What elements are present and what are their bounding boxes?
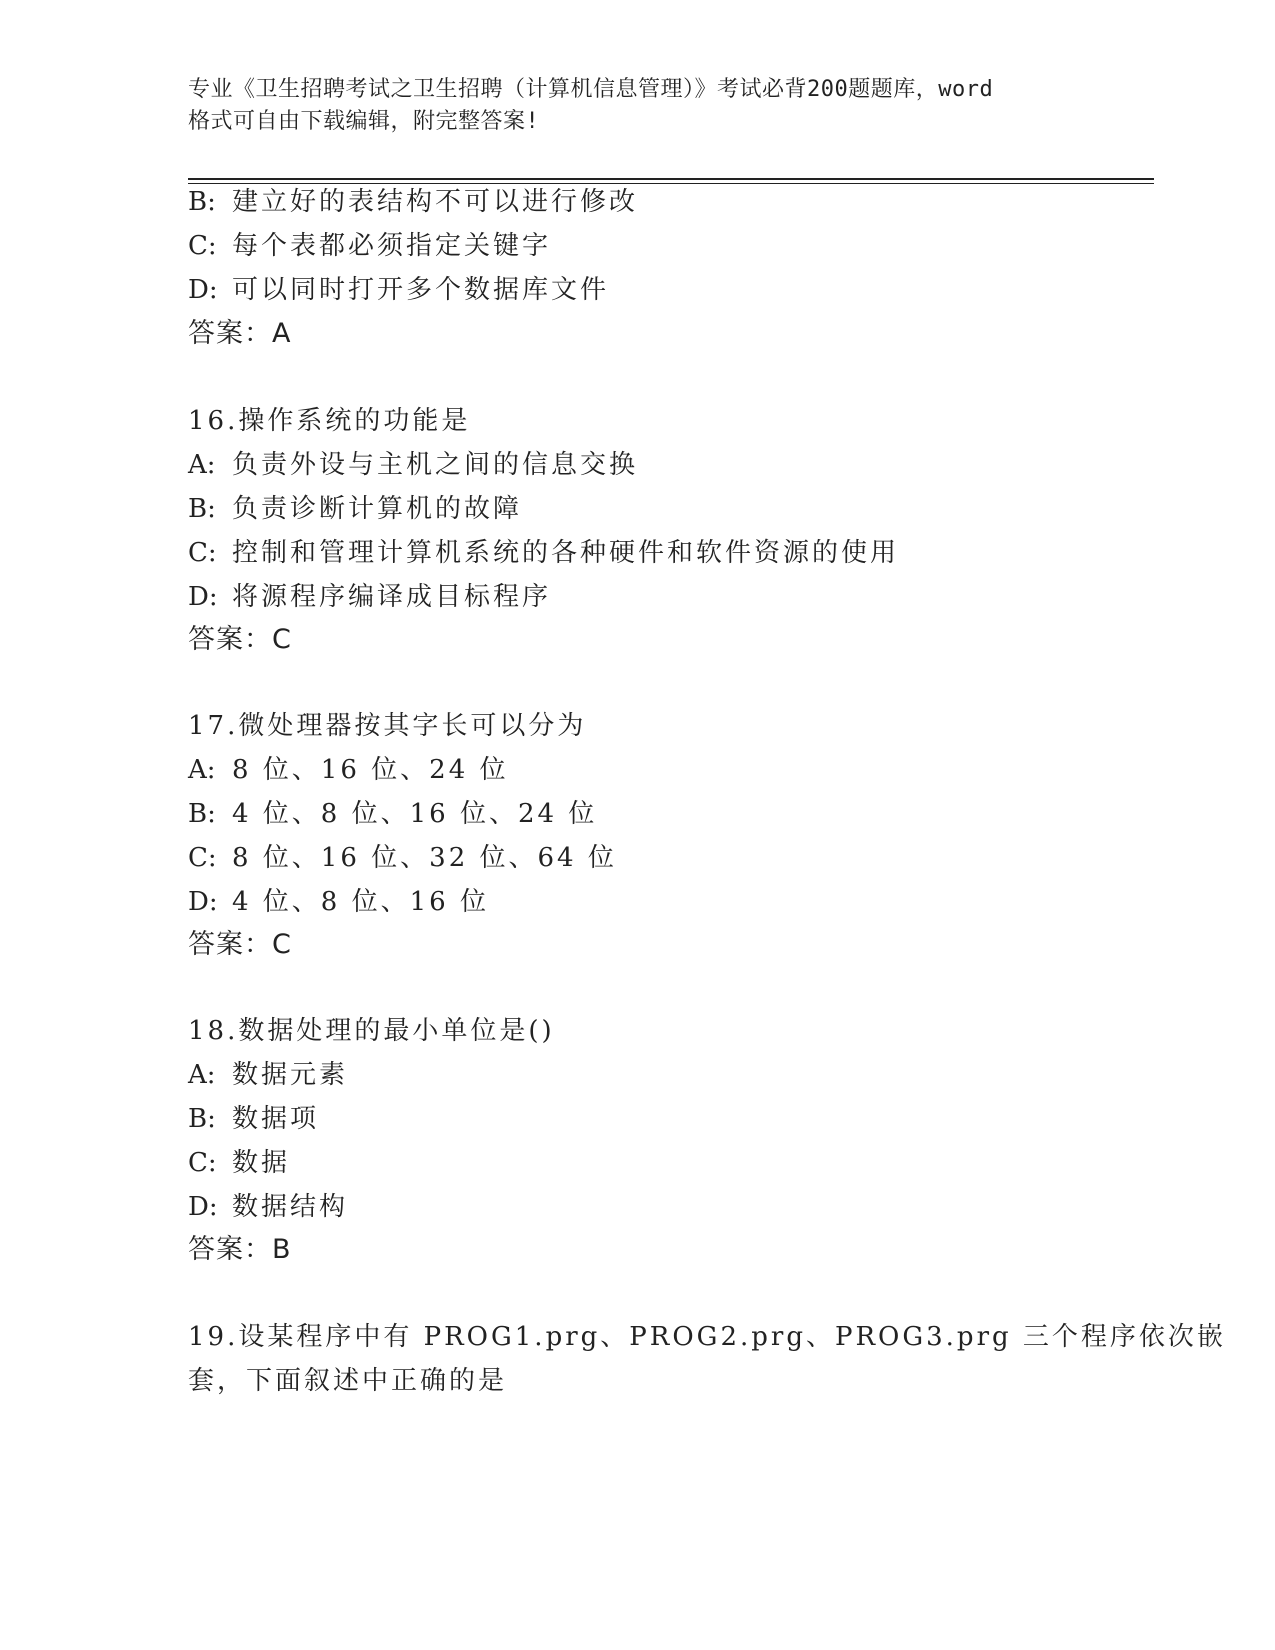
option-text: 负责外设与主机之间的信息交换: [232, 450, 639, 480]
q16-option-c: [188, 536, 899, 570]
q18-option-a: [188, 1058, 348, 1092]
option-label: A:: [188, 1060, 216, 1090]
q17-option-a: [188, 753, 509, 787]
option-text: 4 位、8 位、16 位、24 位: [232, 799, 598, 829]
prev-answer: 答案：A: [188, 318, 292, 349]
header-divider-thick: [188, 178, 1154, 180]
q18-option-d: [188, 1190, 348, 1224]
q18-stem: 18.数据处理的最小单位是(): [188, 1016, 555, 1046]
option-text: 数据项: [232, 1104, 320, 1134]
q19-stem-line-1: 19.设某程序中有 PROG1.prg、PROG2.prg、PROG3.prg 三个程序依次嵌: [188, 1322, 1226, 1352]
option-text: 8 位、16 位、32 位、64 位: [232, 843, 617, 873]
q18-answer: 答案：B: [188, 1234, 292, 1265]
option-text: 建立好的表结构不可以进行修改: [232, 187, 639, 217]
option-label: D:: [188, 275, 218, 305]
option-text: 可以同时打开多个数据库文件: [232, 275, 610, 305]
q17-option-d: [188, 885, 489, 919]
q16-option-a: [188, 448, 638, 482]
q19-stem-line-2: 套，下面叙述中正确的是: [188, 1366, 508, 1396]
option-text: 负责诊断计算机的故障: [232, 494, 523, 524]
header-line-2: 格式可自由下载编辑，附完整答案!: [188, 109, 540, 134]
q17-option-b: [188, 797, 597, 831]
option-label: B:: [188, 799, 216, 829]
option-text: 将源程序编译成目标程序: [232, 582, 552, 612]
q16-stem: 16.操作系统的功能是: [188, 406, 471, 436]
option-label: D:: [188, 1192, 218, 1222]
option-label: C:: [188, 1148, 217, 1178]
document-header: [188, 74, 1088, 138]
q16-option-d: [188, 580, 551, 614]
option-text: 控制和管理计算机系统的各种硬件和软件资源的使用: [232, 538, 900, 568]
option-label: C:: [188, 843, 217, 873]
option-label: C:: [188, 538, 217, 568]
option-label: A:: [188, 450, 216, 480]
q17-answer: 答案：C: [188, 929, 292, 960]
option-text: 4 位、8 位、16 位: [232, 887, 489, 917]
option-text: 数据: [232, 1148, 291, 1178]
option-label: D:: [188, 887, 218, 917]
header-divider-thin: [188, 183, 1154, 184]
option-label: B:: [188, 1104, 216, 1134]
option-label: A:: [188, 755, 216, 785]
option-label: B:: [188, 494, 216, 524]
header-line-1: 专业《卫生招聘考试之卫生招聘（计算机信息管理）》考试必背200题题库，word: [188, 77, 994, 102]
option-text: 数据结构: [232, 1192, 349, 1222]
q16-option-b: [188, 492, 522, 526]
option-text: 每个表都必须指定关键字: [232, 231, 552, 261]
prev-option-d: [188, 273, 609, 307]
option-label: B:: [188, 187, 216, 217]
option-label: C:: [188, 231, 217, 261]
option-text: 8 位、16 位、24 位: [232, 755, 509, 785]
q16-answer: 答案：C: [188, 624, 292, 655]
q17-option-c: [188, 841, 617, 875]
q17-stem: 17.微处理器按其字长可以分为: [188, 711, 587, 741]
q18-option-c: [188, 1146, 290, 1180]
option-label: D:: [188, 582, 218, 612]
option-text: 数据元素: [232, 1060, 349, 1090]
q18-option-b: [188, 1102, 319, 1136]
prev-option-b: [188, 185, 638, 219]
prev-option-c: [188, 229, 551, 263]
